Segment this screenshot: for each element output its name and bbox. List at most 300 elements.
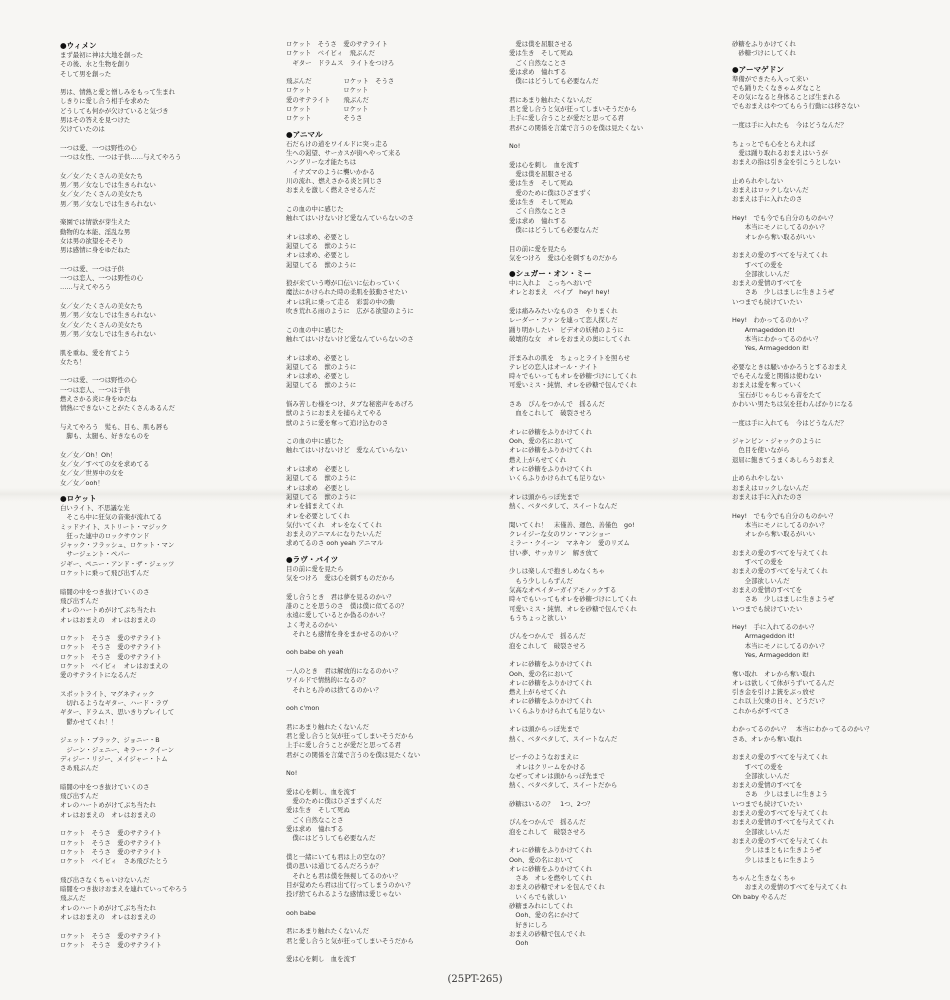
song-section xyxy=(509,40,731,263)
lyric-line: ハングリーな才能たちは xyxy=(286,158,357,167)
lyric-line: 渇望してる 獣のように xyxy=(286,492,357,501)
lyric-line: かわいい男たちは気を狂わんばかりになる xyxy=(732,399,854,408)
lyric-line: おまえの砂糖で包んでくれ xyxy=(509,929,586,938)
lyric-line: いつまでも続けていたい xyxy=(732,604,803,613)
lyric-line xyxy=(732,307,950,316)
lyric-line: 上手に愛し合うことが愛だと思ってる君 xyxy=(286,741,402,750)
lyric-line: Armageddon it! xyxy=(732,632,795,641)
lyric-line xyxy=(732,660,950,669)
lyric-line: ごく自然なことさ xyxy=(286,815,344,824)
lyric-line: 君と愛し合うと気が狂ってしまいそうだから xyxy=(286,732,414,741)
lyric-line xyxy=(509,744,731,753)
lyric-line: ロケット ベイビィ さあ飛びたとう xyxy=(60,857,169,866)
lyric-line: 僕と一緒にいても君は上の空なの？ xyxy=(286,852,389,861)
lyric-line: 君がこの関係を言葉で言うのを僕は見たくない xyxy=(509,123,644,132)
lyric-line: さあ 少しはましに生きよう xyxy=(732,790,828,799)
lyric-line: おまえの指は引き金を引こうとしない xyxy=(732,158,841,167)
lyric-line xyxy=(60,339,282,348)
lyric-line: 君と愛し合うと気が狂ってしまいそうだから xyxy=(509,105,637,114)
lyric-line xyxy=(286,639,508,648)
lyric-line: その後、水と生物を創り xyxy=(60,60,131,69)
lyric-line: 目の前に愛を見たら xyxy=(509,244,567,253)
lyric-line: 君にあまり触れたくないんだ xyxy=(286,722,370,731)
lyric-line: もうちょっと欲しい xyxy=(509,613,567,622)
lyric-line: 目の前に愛を見たら xyxy=(286,564,344,573)
lyric-line: 狼が来ていう噂が口伝いに伝わっていく xyxy=(286,279,401,288)
lyric-line: 止められやしない xyxy=(732,176,784,185)
lyric-line xyxy=(732,744,950,753)
lyric-line: 暗闇の中をつき抜けていくのさ xyxy=(60,587,150,596)
lyrics-column-1 xyxy=(60,40,282,955)
lyric-line: 渇望してる 獣のように xyxy=(286,381,357,390)
lyric-line: なぜってオレは頭からっぽ先まで xyxy=(509,771,605,780)
lyric-line xyxy=(732,409,950,418)
lyric-line xyxy=(509,419,731,428)
lyric-line: 狂った連中のロックサウンド xyxy=(60,531,150,540)
lyric-line: 少しはまともに生きよう xyxy=(732,855,816,864)
lyric-line: オレは求め、必要とし xyxy=(286,353,350,362)
lyric-line: 男／男／女なしでは生きられない xyxy=(60,181,156,190)
lyric-line xyxy=(60,293,282,302)
lyric-line: ジェット・ブラック、ジョニー・B xyxy=(60,736,160,745)
lyric-line: 愛は僕を屈服させる xyxy=(509,170,573,179)
lyric-line: Ooh、愛の名において xyxy=(509,669,574,678)
lyric-line: おまえの愛のすべてを与えてくれ xyxy=(732,753,828,762)
lyric-line: 燃え上がらせてくれ xyxy=(509,688,567,697)
lyric-line: おまえの愛のすべてを与えてくれ xyxy=(732,809,828,818)
lyric-line: ooh babe xyxy=(286,908,316,917)
lyric-line: 気付いてくれ オレをなくてくれ xyxy=(286,520,382,529)
lyric-line: いつまでも続けていたい xyxy=(732,297,803,306)
lyric-line xyxy=(60,578,282,587)
lyric-line: 飛ぶんだ ロケット そうさ xyxy=(286,77,395,86)
lyric-line: 一つは恋人、一つは野性の心 xyxy=(60,274,144,283)
lyric-line: 渇望してる 獣のように xyxy=(286,362,357,371)
lyric-line: オレに砂糖をふりかけてくれ xyxy=(509,427,593,436)
lyric-line: 永遠に愛しているとか偽るのかい？ xyxy=(286,611,389,620)
lyric-line: ごく自然なことさ xyxy=(509,58,567,67)
lyric-line: おまえの愛情のすべてを xyxy=(732,279,803,288)
lyric-line: 愛は求め 憧れする xyxy=(286,825,344,834)
lyric-line: 泡をこれして 破裂させろ xyxy=(509,641,586,650)
lyric-line xyxy=(509,651,731,660)
lyric-line: 砂糖はいるの？ 1つ、2つ？ xyxy=(509,799,594,808)
lyric-line: 熱く、ベタベタして、スイートだから xyxy=(509,781,618,790)
lyric-line: この血の中に感じた xyxy=(286,437,344,446)
lyric-line: Hey! でも今でも自分のものかい？ xyxy=(732,214,837,223)
lyric-line: 気をつけろ 愛は心を刺すものだから xyxy=(509,253,618,262)
lyric-line: 愛のために僕はひざまずく xyxy=(509,188,593,197)
lyric-line: ロケット そうさ 愛のサテライト xyxy=(60,634,162,643)
lyric-line: 熱く、ベタベタして、スイートなんだ xyxy=(509,502,618,511)
lyric-line: まず最初に神は大地を創った xyxy=(60,51,144,59)
lyric-line: ギター ドラムス ライトをつけろ xyxy=(286,58,395,67)
lyric-line: ooh babe oh yeah xyxy=(286,648,344,657)
lyric-line: 本当にわかってるのかい？ xyxy=(732,334,822,343)
lyric-line: オレを捕まえてくれ xyxy=(286,502,344,511)
song-section xyxy=(286,40,508,124)
lyric-line: 女／女／たくさんの美女たち xyxy=(60,190,144,199)
lyric-line: 動物的な本能、淫乱な男 xyxy=(60,227,131,236)
lyric-line: オレはおまえの オレはおまえの xyxy=(60,913,156,922)
lyric-line: 僕にはどうしても必要なんだ xyxy=(509,77,599,86)
lyric-line: おまえはロックしないんだ xyxy=(732,483,809,492)
lyric-line: オレは求め、必要とし xyxy=(286,251,350,260)
lyric-line: 準備ができたら入って来い xyxy=(732,74,809,83)
lyric-line: 愛は生き そして死ぬ xyxy=(509,198,573,207)
lyric-line: ジャンピン・ジャックのように xyxy=(732,437,822,446)
lyric-line: ギター、ドラムス、思いきりプレイして xyxy=(60,708,175,717)
lyric-line: おまえの愛情のすべてを xyxy=(732,585,803,594)
lyric-line: 必要なときは騒いかかろうとするおまえ xyxy=(732,362,848,371)
lyric-line: 触れてはいけないけど 愛なんていらない xyxy=(286,446,408,455)
lyric-line: オレに砂糖をふりかけてくれ xyxy=(509,446,593,455)
lyric-line xyxy=(732,168,950,177)
lyric-line: オレから奪い取るがいい xyxy=(732,232,816,241)
lyric-line xyxy=(509,837,731,846)
lyric-line xyxy=(509,391,731,400)
lyric-line: オレは乳に乗って走る 彩雲の中の動 xyxy=(286,297,395,306)
lyric-line: さあ オレを燃やしてくれ xyxy=(509,874,593,883)
lyric-line: オレのハートめがけてぶち当たれ xyxy=(60,801,156,810)
lyric-line xyxy=(509,512,731,521)
lyric-line: しきりに愛し合う相手を求めた xyxy=(60,97,150,106)
lyric-line: 男はその答えを見つけた xyxy=(60,116,131,125)
lyric-line: 石だらけの道をワイルドに突っ走る xyxy=(286,139,389,148)
lyric-line: 汗まみれの肌を ちょっとライトを照らせ xyxy=(509,353,631,362)
lyric-line xyxy=(732,112,950,121)
song-section xyxy=(60,493,282,950)
lyric-line: 奪い取れ オレから奪い取れ xyxy=(732,669,816,678)
lyric-line: おまえの愛のすべてを与えてくれ xyxy=(732,567,828,576)
lyric-line: 聞いてくれ！ 末僅善、運色、善僅色 go! xyxy=(509,520,635,529)
lyric-line: 女／女／世界中の女を xyxy=(60,469,124,478)
lyric-line: 白いライト、不思議な光 xyxy=(60,503,130,512)
lyric-line: ジギー、ペニー・アンド・ザ・ジェッツ xyxy=(60,559,175,568)
lyric-line: ミラー・クイーン マネキン 愛のリズム xyxy=(509,539,630,548)
lyric-line xyxy=(732,242,950,251)
lyric-line: 愛のために僕はひざまずくんだ xyxy=(286,797,382,806)
lyric-line: おまえの愛のすべてを与えてくれ xyxy=(732,548,828,557)
lyric-line: 飛び出すんだ xyxy=(60,792,99,801)
lyric-line: ちょっとでも心をとらえれば xyxy=(732,139,816,148)
lyric-line xyxy=(732,428,950,437)
lyric-line xyxy=(286,456,508,465)
lyric-line: どうしても何かが欠けていると気づき xyxy=(60,106,169,115)
lyric-line: 全部欲しいんだ xyxy=(732,827,790,836)
lyric-line xyxy=(509,716,731,725)
lyric-line xyxy=(286,695,508,704)
lyric-line: 触れてはいけないけど愛なんていらないのさ xyxy=(286,214,414,223)
lyrics-column-4 xyxy=(732,40,950,907)
lyric-line: 止められやしない xyxy=(732,474,784,483)
lyric-line: ロケット そうさ 愛のサテライト xyxy=(60,652,162,661)
lyric-line: No! xyxy=(286,769,298,778)
song-section xyxy=(509,268,731,948)
lyric-line: ロケット ロケット xyxy=(286,105,369,114)
lyric-line: おまえのアニマルになりたいんだ xyxy=(286,530,382,539)
lyric-line: オレのハートめがけてぶち当たれ xyxy=(60,606,156,615)
lyric-line: 誰のことを思うのさ 僕は僕に似てるの？ xyxy=(286,601,408,610)
lyric-line: さあ ぴんをつかんで 揺るんだ xyxy=(509,399,605,408)
lyric-line: No! xyxy=(509,142,521,151)
lyric-line: 女は男の欲望をそそり xyxy=(60,236,124,245)
lyric-line: すべての愛を xyxy=(732,558,783,567)
lyric-line: 川の流れ、燃えさかる炎と同じさ xyxy=(286,176,383,185)
lyric-line: 全部欲しいんだ xyxy=(732,771,790,780)
lyric-line xyxy=(60,367,282,376)
lyric-line: 本当にモノにしてるのかい？ xyxy=(732,520,828,529)
lyric-line: 破壊的な女 オレをおまえの奥にしてくれ xyxy=(509,334,631,343)
lyric-line: 一度は手に入れたも 今はどうなんだ？ xyxy=(732,121,848,130)
lyric-line: おまえの愛情のすべてを与えてくれ xyxy=(732,818,835,827)
lyric-line: Oh baby やるんだ xyxy=(732,892,787,901)
lyric-line: 砂糖まみれにしてくれ xyxy=(509,902,573,911)
lyric-line: おまえの愛のすべてを与えてくれ xyxy=(732,836,828,845)
lyric-line: 愛は求め 憧れする xyxy=(509,67,567,76)
lyric-line: イナズマのように襲いかかる xyxy=(286,167,376,176)
lyric-line xyxy=(732,130,950,139)
lyric-line: さあ 少しはましに生きようぜ xyxy=(732,595,835,604)
lyric-line: おまえは手に入れたのさ xyxy=(732,195,803,204)
lyric-line xyxy=(286,270,508,279)
lyric-line xyxy=(60,681,282,690)
lyric-line xyxy=(286,583,508,592)
song-title: ●ロケット xyxy=(60,493,97,503)
lyric-line: オレは求め、必要とし xyxy=(286,232,350,241)
lyric-line: 男／男／女なしでは生きられない xyxy=(60,311,156,320)
lyric-line: 獣のようにおまえを捕らえてやる xyxy=(286,409,382,418)
lyric-line xyxy=(286,713,508,722)
lyric-line: 女たち！ xyxy=(60,357,86,366)
lyric-line: ……与えてやろう xyxy=(60,283,112,292)
lyric-line: 情熱にできないことがたくさんあるんだ xyxy=(60,404,176,413)
lyric-line xyxy=(286,918,508,927)
lyric-line xyxy=(509,558,731,567)
lyric-line: 君にあまり触れたくないんだ xyxy=(509,95,593,104)
lyric-line xyxy=(509,809,731,818)
lyric-line: 君と愛し合うと気が狂ってしまいそうだから xyxy=(286,936,414,945)
lyric-line: 脚も、太腿も、好きなものを xyxy=(60,432,150,441)
lyric-line: 一人のとき 君は解放的になるのかい？ xyxy=(286,667,402,675)
lyric-line: 女／女／すべての女を求めてる xyxy=(60,460,150,469)
lyric-line xyxy=(732,539,950,548)
lyric-line: 全部欲しいんだ xyxy=(732,576,790,585)
lyric-line: 愛は求め 憧れする xyxy=(509,216,567,225)
lyric-line: サージェント・ペパー xyxy=(60,550,131,559)
lyric-line: オレはおまえの オレはおまえの xyxy=(60,810,156,819)
lyric-line: ワイルドで情熱的になるの？ xyxy=(286,676,369,685)
lyric-line: 女／女／たくさんの美女たち xyxy=(60,302,144,311)
lyric-line: 可愛いミス・純情、オレを砂糖で包んでくれ xyxy=(509,381,637,390)
lyric-line xyxy=(509,133,731,142)
lyric-line: 一つは愛、一つは野性の心 xyxy=(60,376,137,385)
lyric-line: もう少ししらずんだ xyxy=(509,576,573,585)
lyric-line: いくらふりかけられても足りない xyxy=(509,706,605,715)
lyric-line: ぴんをつかんで 揺るんだ xyxy=(509,632,586,641)
lyric-line: Ooh、愛の名にかけて xyxy=(509,911,580,920)
lyric-line: オレとおまえ ベイブ hey! hey! xyxy=(509,288,610,297)
lyric-line: 楽園では情欲が芽生えた xyxy=(60,218,131,227)
lyrics-column-2 xyxy=(286,40,508,970)
lyric-line: 渇望してる 獣のように xyxy=(286,260,357,269)
lyric-line: オレのハートめがけてぶち当たれ xyxy=(60,903,156,912)
lyric-line: その気になると身体ることば生まれる xyxy=(732,93,841,102)
lyric-line: 一つは恋人、一つは子供 xyxy=(60,385,131,394)
lyric-line: 可愛いミス・純情、オレを砂糖で包んでくれ xyxy=(509,604,637,613)
lyric-line: 愛は僕を屈服させる xyxy=(509,40,573,48)
lyric-line: オレはクリームをかける xyxy=(509,762,586,771)
lyric-line: 砂糖をふりかけてくれ xyxy=(732,40,796,48)
lyric-line: でもそんな愛と関係は使わない xyxy=(732,372,822,381)
lyric-line: 女／女／ooh！ xyxy=(60,478,104,487)
lyric-line xyxy=(286,760,508,769)
lyric-line xyxy=(509,790,731,799)
lyric-line: おまえの愛情のすべてを与えてくれ xyxy=(732,883,847,892)
lyric-line: さあ 少しはましに生きようぜ xyxy=(732,288,835,297)
lyric-line xyxy=(60,867,282,876)
lyric-line: オレはおまえの オレはおまえの xyxy=(60,615,156,624)
lyric-line: おまえの砂糖でオレを包んでくれ xyxy=(509,883,605,892)
lyric-line: おまえの愛のすべてを与えてくれ xyxy=(732,251,828,260)
song-title: ●アーマゲドン xyxy=(732,64,784,74)
lyric-line: Ooh、愛の名において xyxy=(509,855,574,864)
lyric-line: 退屈に飽きてうまくあしらうおまえ xyxy=(732,455,835,464)
lyric-line: 少しは楽しんで抱きしめなくちゃ xyxy=(509,567,605,576)
lyric-line: 全部欲しいんだ xyxy=(732,269,790,278)
lyric-line xyxy=(732,716,950,725)
lyric-line xyxy=(286,223,508,232)
lyric-line: 愛のサテライトになるんだ xyxy=(60,671,137,680)
lyric-line: 暗闇をつき抜けおまえを連れていってやろう xyxy=(60,885,188,894)
lyric-line: オレは求め、必要とし xyxy=(286,372,350,381)
lyric-line: Armageddon it! xyxy=(732,325,795,334)
lyric-line: オレに砂糖をふりかけてくれ xyxy=(509,465,593,474)
lyric-line xyxy=(509,86,731,95)
lyric-line: 愛し合うとき 君は夢を見るのかい？ xyxy=(286,592,395,601)
lyric-line: 魔法にかけられた時の柔肌を鼓動させたい xyxy=(286,288,408,297)
lyric-line: 愛は心を刺し 血を流す xyxy=(509,160,580,169)
lyric-line: ちゃんと生きなくちゃ xyxy=(732,874,796,883)
lyric-line xyxy=(732,465,950,474)
lyric-line: そして男を創った xyxy=(60,69,112,78)
song-section xyxy=(286,129,508,549)
lyric-line xyxy=(509,298,731,307)
song-section xyxy=(60,40,282,488)
lyric-line: でもおまえはやつてもらう行動には移さない xyxy=(732,102,860,111)
lyric-line: 血をこれして 破裂させろ xyxy=(509,409,593,418)
lyric-line: 燃えさかる炎に身をゆだね xyxy=(60,394,137,403)
song-title: ●アニマル xyxy=(286,129,323,139)
lyric-line: 愛は心を刺し 血を流す xyxy=(286,955,357,964)
lyric-line: 切れるようなギター、ハード・ラヴ xyxy=(60,699,169,708)
lyric-line xyxy=(60,135,282,144)
lyric-line: 熱く、ベタベタして、スイートなんだ xyxy=(509,734,618,743)
lyric-line: 肌を重ね、愛を育てよう xyxy=(60,348,131,357)
song-section xyxy=(286,554,508,965)
lyric-line: 渇望してる 獣のように xyxy=(286,241,357,250)
lyric-line: ロケット そうさ 愛のサテライト xyxy=(60,643,162,652)
lyric-line xyxy=(732,354,950,363)
lyric-line: 色目を使いながら xyxy=(732,446,790,455)
lyric-line: 渇望してる 獣のように xyxy=(286,474,357,483)
lyric-line: ディジー・リジー、メイジャー・トム xyxy=(60,754,168,763)
lyric-line: 飛び出すんだ xyxy=(60,596,99,605)
lyric-line: ロケット そうさ xyxy=(286,114,363,123)
lyric-line: 女／女／たくさんの美女たち xyxy=(60,171,144,180)
lyric-line: オレは頭からっぽ先まで xyxy=(509,725,580,734)
lyric-line: 男は感情に身をゆだねた xyxy=(60,246,131,255)
lyric-line: オレは求め 必要とし xyxy=(286,465,350,474)
lyric-line: 女／女／たくさんの美女たち xyxy=(60,320,144,329)
lyric-line: 求めてるのさ ooh yeah アニマル xyxy=(286,539,384,548)
lyric-line xyxy=(286,391,508,400)
lyric-line: 飛ぶんだ xyxy=(60,894,86,903)
lyric-line xyxy=(732,205,950,214)
lyric-line: オレから奪い取るがいい xyxy=(732,530,816,539)
lyric-line: オレは欲しくて体がうずいてるんだ xyxy=(732,678,835,687)
lyric-line: オレに砂糖をふりかけてくれ xyxy=(509,846,593,855)
lyric-line xyxy=(286,316,508,325)
lyric-line xyxy=(286,658,508,667)
lyric-line xyxy=(286,899,508,908)
lyric-line: 男は、情熱と愛と憎しみをもって生まれ xyxy=(60,88,176,97)
lyric-line: この血の中に感じた xyxy=(286,204,344,213)
lyric-line xyxy=(509,235,731,244)
lyric-line: 宝石がじゃらじゃら音をたて xyxy=(732,390,822,399)
song-title: ●ラヴ・バイツ xyxy=(286,554,339,564)
lyric-line xyxy=(732,865,950,874)
lyric-line: 愛は生き そして死ぬ xyxy=(509,179,573,188)
lyric-line: オレに砂糖をふりかけてくれ xyxy=(509,678,593,687)
lyric-line: おまえを激しく燃えさせるんだ xyxy=(286,186,376,195)
lyric-line xyxy=(732,502,950,511)
lyric-line: Hey! でも今でも自分のものかい？ xyxy=(732,511,837,520)
lyric-line: 愛は生き そして死ぬ xyxy=(286,806,350,815)
song-title: ●シュガー・オン・ミー xyxy=(509,269,592,279)
lyric-line: ぴんをつかんで 揺るんだ xyxy=(509,818,586,827)
lyric-line xyxy=(60,209,282,218)
lyric-line: わかってるのかい？ 本当にわかってるのかい？ xyxy=(732,725,873,734)
lyric-line: Ooh、愛の名において xyxy=(509,437,574,446)
lyric-line: 愛は痛みみたいなものさ やりまくれ xyxy=(509,307,618,316)
lyric-line: 女／女／Oh！Oh！ xyxy=(60,450,117,459)
lyric-line: 愛は踊り取れるおまえはいうが xyxy=(732,148,828,157)
lyric-line: ピーチのようなおまえに xyxy=(509,753,580,762)
lyric-line: オレを必要としてくれ xyxy=(286,511,350,520)
lyric-line xyxy=(60,625,282,634)
lyric-line: ロケット そうさ 愛のサテライト xyxy=(60,829,162,838)
lyric-line: ロケット そうさ 愛のサテライト xyxy=(286,40,388,48)
song-title: ●ウィメン xyxy=(60,41,97,50)
lyric-line: すべての愛を xyxy=(732,260,783,269)
lyric-line: 飛び出さなくちゃいけないんだ xyxy=(60,875,150,884)
lyric-line: 燃え上がらせてくれ xyxy=(509,455,567,464)
lyric-line xyxy=(60,727,282,736)
lyric-line: ロケット そうさ 愛のサテライト xyxy=(60,931,162,940)
lyric-line xyxy=(286,68,508,77)
lyric-line: 気をつけろ 愛は心を刺すものだから xyxy=(286,574,395,583)
lyric-line: 目が覚めたら君は出て行ってしまうのかい？ xyxy=(286,880,414,889)
lyric-line: オレは求め 必要とし xyxy=(286,483,350,492)
lyric-line: 鬱かせてくれ！！ xyxy=(60,717,118,726)
lyric-line xyxy=(509,484,731,493)
lyric-line: 投げ捨てられるような感情は愛じゃない xyxy=(286,890,402,899)
lyric-line: おまえは手に入れたのさ xyxy=(732,492,803,501)
lyric-line xyxy=(509,623,731,632)
lyric-line: Yes, Armageddon it! xyxy=(732,651,810,659)
lyric-line: いつまでも続けていたい xyxy=(732,799,803,808)
